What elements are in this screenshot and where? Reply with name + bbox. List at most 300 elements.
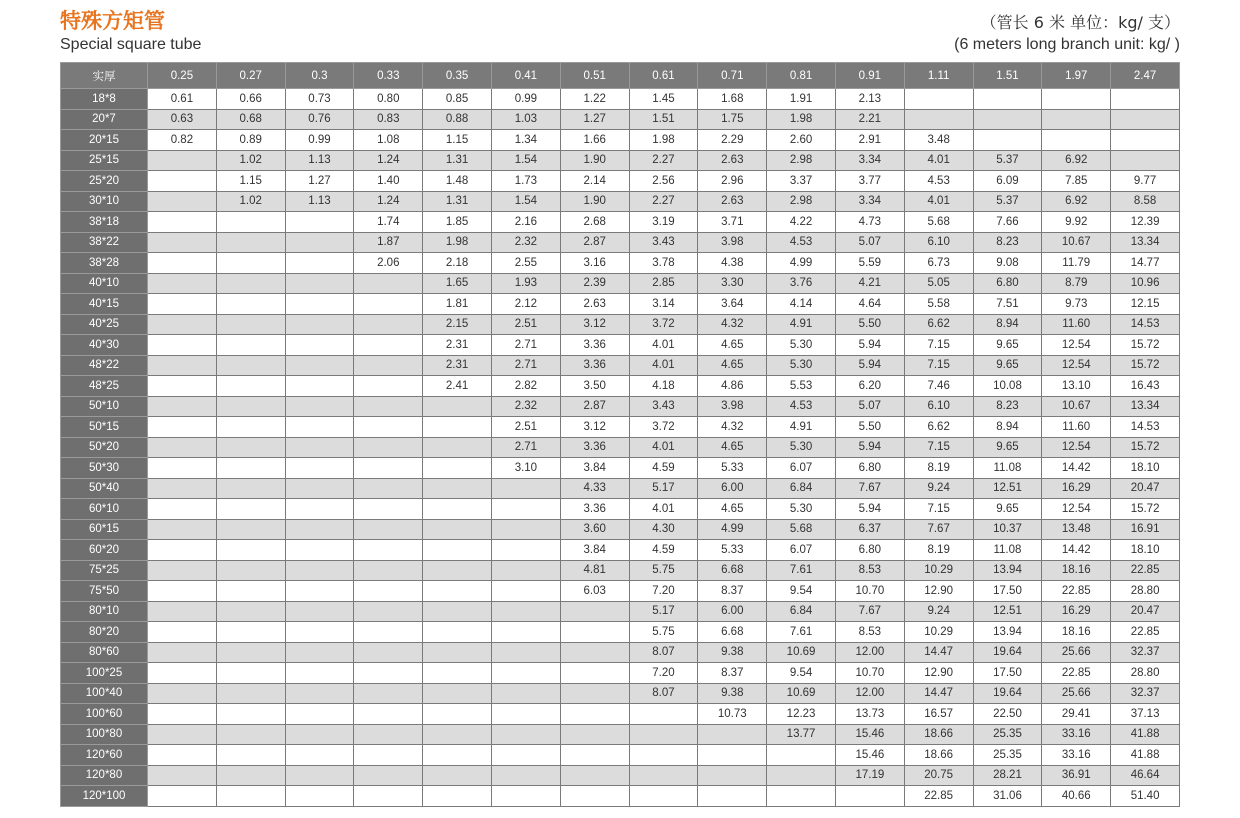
weight-cell: 28.80: [1111, 581, 1180, 602]
weight-cell: 31.06: [973, 786, 1042, 807]
weight-cell: [354, 314, 423, 335]
weight-cell: 3.76: [767, 273, 836, 294]
weight-cell: 4.64: [835, 294, 904, 315]
weight-cell: 4.91: [767, 417, 836, 438]
weight-cell: [423, 724, 492, 745]
weight-cell: 1.48: [423, 171, 492, 192]
table-row: [61, 786, 1180, 807]
weight-cell: 2.29: [698, 130, 767, 151]
weight-cell: [423, 519, 492, 540]
weight-cell: 7.61: [767, 622, 836, 643]
weight-cell: 5.37: [973, 150, 1042, 171]
weight-cell: 8.53: [835, 560, 904, 581]
weight-cell: 5.50: [835, 314, 904, 335]
weight-cell: [285, 745, 354, 766]
weight-cell: [148, 745, 217, 766]
weight-cell: 16.91: [1111, 519, 1180, 540]
weight-cell: 4.22: [767, 212, 836, 233]
weight-cell: 9.24: [904, 478, 973, 499]
table-row: [61, 499, 1180, 520]
weight-cell: 18.16: [1042, 560, 1111, 581]
weight-cell: 9.54: [767, 581, 836, 602]
weight-cell: 5.17: [629, 601, 698, 622]
weight-cell: [904, 89, 973, 110]
size-label: 75*50: [61, 581, 148, 602]
weight-cell: [285, 437, 354, 458]
weight-cell: 5.58: [904, 294, 973, 315]
weight-cell: [560, 786, 629, 807]
weight-cell: 14.53: [1111, 314, 1180, 335]
weight-cell: 15.72: [1111, 499, 1180, 520]
weight-cell: [285, 540, 354, 561]
weight-cell: [354, 478, 423, 499]
weight-cell: [491, 642, 560, 663]
weight-cell: 1.13: [285, 191, 354, 212]
weight-cell: 28.80: [1111, 663, 1180, 684]
weight-cell: 5.07: [835, 396, 904, 417]
weight-cell: [148, 191, 217, 212]
weight-cell: [285, 581, 354, 602]
weight-cell: 1.27: [285, 171, 354, 192]
weight-cell: 10.73: [698, 704, 767, 725]
weight-cell: 2.51: [491, 314, 560, 335]
weight-cell: 12.90: [904, 581, 973, 602]
weight-cell: 0.80: [354, 89, 423, 110]
weight-cell: [148, 417, 217, 438]
weight-cell: [148, 704, 217, 725]
table-row: [61, 109, 1180, 130]
weight-cell: 3.10: [491, 458, 560, 479]
weight-cell: [491, 663, 560, 684]
weight-cell: 0.61: [148, 89, 217, 110]
weight-cell: [560, 663, 629, 684]
weight-cell: 8.58: [1111, 191, 1180, 212]
weight-cell: 37.13: [1111, 704, 1180, 725]
table-row: [61, 601, 1180, 622]
weight-cell: 4.65: [698, 499, 767, 520]
weight-cell: 29.41: [1042, 704, 1111, 725]
weight-cell: 2.63: [560, 294, 629, 315]
weight-cell: 7.46: [904, 376, 973, 397]
weight-cell: 10.70: [835, 581, 904, 602]
thickness-header: 0.51: [560, 63, 629, 89]
weight-cell: 6.03: [560, 581, 629, 602]
weight-cell: [285, 601, 354, 622]
weight-cell: 6.80: [835, 458, 904, 479]
weight-cell: 4.32: [698, 314, 767, 335]
weight-cell: 14.53: [1111, 417, 1180, 438]
weight-cell: 11.60: [1042, 417, 1111, 438]
weight-cell: [148, 622, 217, 643]
weight-cell: [491, 704, 560, 725]
weight-cell: 9.38: [698, 642, 767, 663]
weight-cell: [216, 581, 285, 602]
weight-cell: 3.84: [560, 540, 629, 561]
weight-cell: 1.93: [491, 273, 560, 294]
weight-cell: 2.87: [560, 396, 629, 417]
unit-note-cn: （管长 6 米 单位：kg/ 支）: [980, 13, 1180, 32]
weight-cell: [560, 704, 629, 725]
thickness-header: 0.91: [835, 63, 904, 89]
weight-cell: 11.60: [1042, 314, 1111, 335]
weight-cell: [423, 663, 492, 684]
weight-cell: 1.91: [767, 89, 836, 110]
weight-cell: 4.59: [629, 458, 698, 479]
weight-cell: 10.69: [767, 642, 836, 663]
size-label: 38*28: [61, 253, 148, 274]
weight-cell: [285, 273, 354, 294]
weight-cell: [698, 765, 767, 786]
weight-cell: [698, 786, 767, 807]
weight-cell: 12.00: [835, 642, 904, 663]
weight-cell: 5.17: [629, 478, 698, 499]
weight-cell: [148, 765, 217, 786]
weight-cell: 3.98: [698, 396, 767, 417]
weight-cell: [216, 683, 285, 704]
weight-cell: [148, 560, 217, 581]
weight-cell: 6.68: [698, 622, 767, 643]
header-row: [61, 63, 1180, 89]
weight-cell: 6.10: [904, 396, 973, 417]
weight-cell: [148, 458, 217, 479]
size-label: 40*25: [61, 314, 148, 335]
weight-cell: 1.45: [629, 89, 698, 110]
weight-cell: 9.08: [973, 253, 1042, 274]
weight-cell: [285, 765, 354, 786]
weight-cell: [560, 622, 629, 643]
thickness-header: 1.11: [904, 63, 973, 89]
weight-cell: [423, 417, 492, 438]
weight-cell: 19.64: [973, 683, 1042, 704]
table-row: [61, 622, 1180, 643]
weight-cell: [216, 642, 285, 663]
weight-cell: [767, 745, 836, 766]
weight-cell: 6.20: [835, 376, 904, 397]
weight-cell: 5.37: [973, 191, 1042, 212]
weight-cell: [216, 622, 285, 643]
weight-cell: [423, 704, 492, 725]
weight-cell: 0.83: [354, 109, 423, 130]
table-row: [61, 437, 1180, 458]
weight-cell: 36.91: [1042, 765, 1111, 786]
weight-cell: 6.68: [698, 560, 767, 581]
weight-cell: [423, 642, 492, 663]
weight-cell: 1.24: [354, 191, 423, 212]
weight-cell: 0.66: [216, 89, 285, 110]
size-label: 120*100: [61, 786, 148, 807]
weight-cell: 2.15: [423, 314, 492, 335]
size-label: 50*30: [61, 458, 148, 479]
weight-cell: 6.37: [835, 519, 904, 540]
weight-cell: 3.16: [560, 253, 629, 274]
thickness-header: 0.25: [148, 63, 217, 89]
weight-cell: 2.55: [491, 253, 560, 274]
weight-cell: [285, 314, 354, 335]
weight-cell: 4.65: [698, 335, 767, 356]
weight-cell: 9.65: [973, 499, 1042, 520]
weight-cell: [148, 478, 217, 499]
weight-cell: [354, 499, 423, 520]
weight-cell: 16.43: [1111, 376, 1180, 397]
size-label: 100*60: [61, 704, 148, 725]
weight-cell: 0.68: [216, 109, 285, 130]
weight-cell: 7.67: [835, 601, 904, 622]
weight-cell: 12.90: [904, 663, 973, 684]
size-label: 48*25: [61, 376, 148, 397]
weight-cell: 4.53: [767, 232, 836, 253]
weight-cell: [148, 663, 217, 684]
size-label: 25*20: [61, 171, 148, 192]
weight-cell: 25.35: [973, 745, 1042, 766]
weight-cell: 11.08: [973, 540, 1042, 561]
table-row: [61, 560, 1180, 581]
size-label: 100*25: [61, 663, 148, 684]
page-title-cn: 特殊方矩管: [60, 9, 165, 33]
weight-cell: [354, 294, 423, 315]
weight-cell: 2.27: [629, 150, 698, 171]
weight-cell: 4.01: [904, 150, 973, 171]
weight-cell: [216, 560, 285, 581]
weight-cell: [629, 765, 698, 786]
weight-cell: 5.05: [904, 273, 973, 294]
weight-cell: 6.92: [1042, 150, 1111, 171]
weight-cell: 3.60: [560, 519, 629, 540]
weight-cell: [354, 417, 423, 438]
weight-cell: 12.51: [973, 601, 1042, 622]
weight-cell: [148, 253, 217, 274]
weight-cell: [904, 109, 973, 130]
size-label: 80*20: [61, 622, 148, 643]
weight-cell: [629, 704, 698, 725]
weight-cell: 18.16: [1042, 622, 1111, 643]
weight-cell: [354, 683, 423, 704]
weight-cell: 8.37: [698, 663, 767, 684]
weight-cell: [148, 294, 217, 315]
weight-cell: 5.68: [767, 519, 836, 540]
weight-table: [60, 62, 1180, 807]
weight-cell: 2.31: [423, 355, 492, 376]
weight-cell: 1.87: [354, 232, 423, 253]
table-row: [61, 150, 1180, 171]
thickness-header: 0.71: [698, 63, 767, 89]
weight-cell: 2.16: [491, 212, 560, 233]
weight-cell: [354, 273, 423, 294]
weight-cell: 25.35: [973, 724, 1042, 745]
size-label: 40*15: [61, 294, 148, 315]
weight-cell: 5.30: [767, 499, 836, 520]
weight-cell: 4.33: [560, 478, 629, 499]
weight-cell: 15.72: [1111, 355, 1180, 376]
weight-cell: 1.54: [491, 191, 560, 212]
weight-cell: [973, 89, 1042, 110]
weight-cell: [354, 437, 423, 458]
weight-cell: 8.94: [973, 314, 1042, 335]
weight-cell: [354, 335, 423, 356]
weight-cell: [354, 376, 423, 397]
weight-cell: 5.94: [835, 355, 904, 376]
weight-cell: 6.09: [973, 171, 1042, 192]
weight-cell: 3.72: [629, 417, 698, 438]
size-label: 50*15: [61, 417, 148, 438]
weight-cell: [216, 355, 285, 376]
weight-cell: 14.42: [1042, 458, 1111, 479]
weight-cell: [285, 560, 354, 581]
table-row: [61, 663, 1180, 684]
weight-cell: [148, 355, 217, 376]
weight-cell: 28.21: [973, 765, 1042, 786]
weight-cell: [491, 601, 560, 622]
weight-cell: [216, 601, 285, 622]
weight-cell: [491, 745, 560, 766]
weight-cell: 4.99: [698, 519, 767, 540]
weight-cell: [216, 704, 285, 725]
weight-cell: 2.32: [491, 232, 560, 253]
weight-cell: 10.29: [904, 560, 973, 581]
weight-cell: [216, 253, 285, 274]
weight-cell: 25.66: [1042, 683, 1111, 704]
weight-cell: 3.50: [560, 376, 629, 397]
weight-cell: 2.68: [560, 212, 629, 233]
table-row: [61, 273, 1180, 294]
weight-cell: 1.27: [560, 109, 629, 130]
weight-cell: [354, 355, 423, 376]
weight-cell: [354, 704, 423, 725]
weight-cell: [216, 335, 285, 356]
weight-cell: [216, 417, 285, 438]
weight-cell: 2.85: [629, 273, 698, 294]
table-row: [61, 581, 1180, 602]
weight-cell: [148, 150, 217, 171]
table-row: [61, 745, 1180, 766]
weight-cell: 2.82: [491, 376, 560, 397]
weight-cell: [1042, 109, 1111, 130]
weight-cell: [285, 335, 354, 356]
weight-cell: 3.19: [629, 212, 698, 233]
size-label: 20*15: [61, 130, 148, 151]
weight-cell: 2.63: [698, 191, 767, 212]
weight-cell: 1.74: [354, 212, 423, 233]
weight-cell: 9.65: [973, 335, 1042, 356]
thickness-header: 2.47: [1111, 63, 1180, 89]
thickness-header: 0.81: [767, 63, 836, 89]
weight-cell: 13.77: [767, 724, 836, 745]
weight-cell: 22.50: [973, 704, 1042, 725]
weight-cell: 14.47: [904, 642, 973, 663]
weight-cell: [491, 683, 560, 704]
weight-cell: [216, 458, 285, 479]
weight-cell: 4.59: [629, 540, 698, 561]
table-row: [61, 191, 1180, 212]
weight-cell: 3.48: [904, 130, 973, 151]
weight-cell: [973, 109, 1042, 130]
weight-cell: [216, 212, 285, 233]
weight-cell: [491, 478, 560, 499]
weight-cell: 5.75: [629, 622, 698, 643]
size-label: 60*15: [61, 519, 148, 540]
weight-cell: 9.54: [767, 663, 836, 684]
weight-cell: [148, 540, 217, 561]
weight-cell: 17.19: [835, 765, 904, 786]
weight-cell: [216, 437, 285, 458]
weight-cell: 12.39: [1111, 212, 1180, 233]
size-label: 48*22: [61, 355, 148, 376]
weight-cell: [354, 724, 423, 745]
weight-cell: 17.50: [973, 581, 1042, 602]
size-label: 40*10: [61, 273, 148, 294]
weight-cell: [560, 642, 629, 663]
weight-cell: [1111, 150, 1180, 171]
weight-cell: [148, 499, 217, 520]
weight-cell: 0.85: [423, 89, 492, 110]
thickness-header: 1.51: [973, 63, 1042, 89]
weight-cell: 12.00: [835, 683, 904, 704]
weight-cell: 2.71: [491, 355, 560, 376]
weight-cell: 7.20: [629, 663, 698, 684]
weight-cell: [354, 745, 423, 766]
weight-cell: 4.18: [629, 376, 698, 397]
weight-cell: 5.07: [835, 232, 904, 253]
weight-cell: [629, 745, 698, 766]
weight-cell: [354, 663, 423, 684]
weight-cell: 16.57: [904, 704, 973, 725]
weight-cell: 1.34: [491, 130, 560, 151]
weight-cell: 0.82: [148, 130, 217, 151]
weight-cell: [1111, 109, 1180, 130]
table-row: [61, 396, 1180, 417]
weight-cell: [148, 171, 217, 192]
weight-cell: 3.36: [560, 335, 629, 356]
weight-cell: 6.10: [904, 232, 973, 253]
weight-cell: [1111, 130, 1180, 151]
weight-cell: 1.54: [491, 150, 560, 171]
weight-cell: 5.94: [835, 437, 904, 458]
table-row: [61, 212, 1180, 233]
weight-cell: 3.43: [629, 232, 698, 253]
weight-cell: 22.85: [1042, 663, 1111, 684]
weight-cell: 6.07: [767, 540, 836, 561]
weight-cell: 4.65: [698, 355, 767, 376]
size-label: 25*15: [61, 150, 148, 171]
weight-cell: [491, 765, 560, 786]
weight-cell: [354, 622, 423, 643]
weight-cell: 2.51: [491, 417, 560, 438]
weight-cell: [285, 499, 354, 520]
weight-cell: [423, 499, 492, 520]
weight-cell: [216, 786, 285, 807]
weight-cell: 1.81: [423, 294, 492, 315]
weight-cell: 3.71: [698, 212, 767, 233]
size-label: 80*10: [61, 601, 148, 622]
table-row: [61, 376, 1180, 397]
weight-cell: [491, 499, 560, 520]
weight-cell: 3.37: [767, 171, 836, 192]
weight-cell: 22.85: [1042, 581, 1111, 602]
size-label: 100*80: [61, 724, 148, 745]
table-row: [61, 458, 1180, 479]
weight-cell: [767, 786, 836, 807]
weight-cell: [216, 765, 285, 786]
weight-cell: [148, 519, 217, 540]
weight-cell: 4.73: [835, 212, 904, 233]
weight-cell: [148, 273, 217, 294]
weight-cell: 13.48: [1042, 519, 1111, 540]
weight-cell: 12.54: [1042, 335, 1111, 356]
weight-cell: 9.24: [904, 601, 973, 622]
weight-cell: 3.36: [560, 499, 629, 520]
weight-cell: 17.50: [973, 663, 1042, 684]
table-row: [61, 683, 1180, 704]
weight-cell: 11.79: [1042, 253, 1111, 274]
